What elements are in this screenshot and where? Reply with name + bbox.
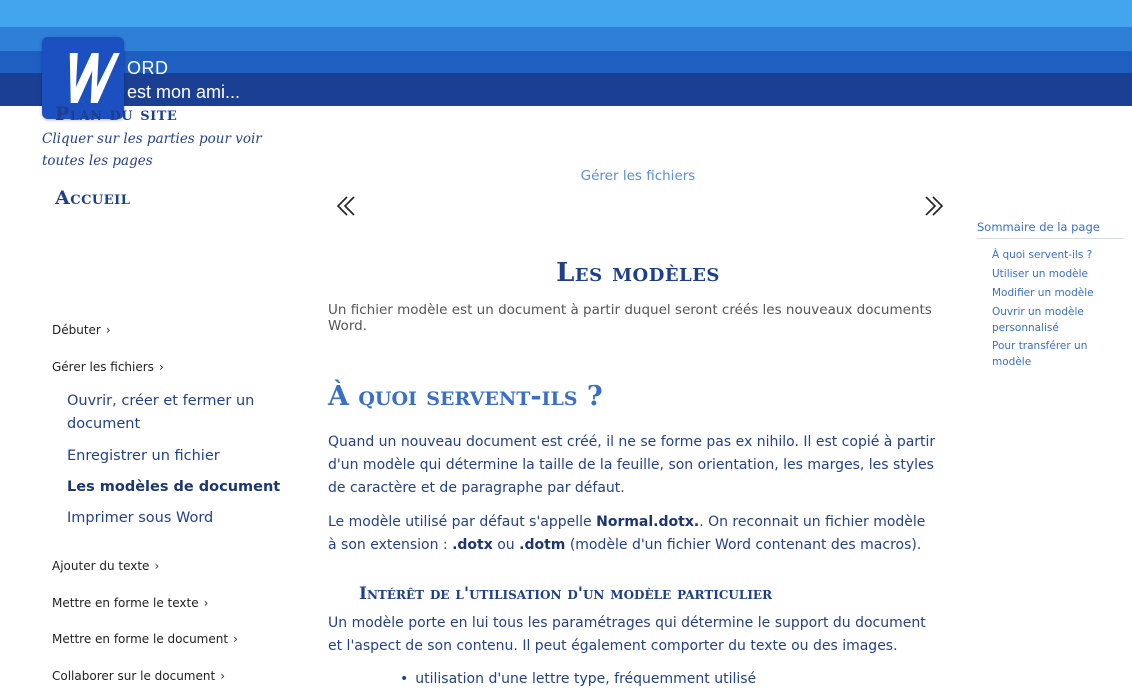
sidebar-item-collaborer[interactable] — [52, 669, 225, 683]
extension-dotm: .dotm — [519, 537, 566, 553]
header-band-3 — [0, 51, 1132, 73]
sidebar-item-forme-document[interactable] — [52, 632, 238, 646]
toc-item-a-quoi-servent[interactable]: À quoi servent-ils ? — [992, 249, 1093, 261]
chevron-right-icon: › — [158, 360, 164, 374]
sidebar-item-gerer-fichiers[interactable] — [52, 360, 164, 374]
toc-item-utiliser[interactable]: Utiliser un modèle — [992, 268, 1088, 280]
page-title: Les modèles — [556, 258, 720, 288]
sidebar-subitem-imprimer[interactable]: Imprimer sous Word — [67, 510, 214, 526]
sidebar-subitem-enregistrer[interactable]: Enregistrer un fichier — [67, 448, 220, 464]
brand-line-1: ORD — [127, 58, 169, 78]
sidebar-item-debuter[interactable] — [52, 323, 111, 337]
brand-line-2: est mon ami... — [127, 82, 241, 102]
chevron-right-icon: › — [233, 632, 238, 646]
subsection-title: Intérêt de l'utilisation d'un modèle particulier — [359, 584, 773, 604]
sidebar-item-label: Mettre en forme le document — [52, 632, 229, 646]
sidebar-item-label: Débuter — [52, 323, 101, 337]
sidebar-item-label: Ajouter du texte — [52, 559, 150, 573]
list-item: • utilisation d'une lettre type, fréquemment utilisé — [400, 671, 756, 687]
site-map-hint: Cliquer sur les parties pour voir toutes les pages — [42, 131, 262, 169]
section-title: À quoi servent-ils ? — [328, 381, 603, 412]
header-band-2 — [0, 27, 1132, 51]
site-map-title: Plan du site — [55, 103, 178, 125]
paragraph-2 — [328, 511, 938, 557]
paragraph-2-text: Le modèle utilisé par défaut s'appelle — [328, 514, 597, 530]
toc-item-ouvrir-personnalise[interactable]: Ouvrir un modèle personnalisé — [992, 306, 1084, 334]
sidebar-item-label: Collaborer sur le document — [52, 669, 216, 683]
paragraph-2-text: . On reconnait un fichier modèle à son extension : — [328, 514, 926, 553]
chevron-right-icon: › — [154, 559, 160, 573]
header-band-1 — [0, 0, 1132, 27]
toc-item-modifier[interactable]: Modifier un modèle — [992, 287, 1094, 299]
page-lead: Un fichier modèle est un document à partir duquel seront créés les nouveaux documents Word. — [328, 302, 932, 334]
toc-item-transferer[interactable]: Pour transférer un modèle — [992, 340, 1088, 368]
sidebar-subitem-modeles[interactable]: Les modèles de document — [67, 479, 281, 495]
paragraph-1: Quand un nouveau document est créé, il ne se forme pas ex nihilo. Il est copié à partir d'un modèle qui détermine la taille de la feuille, son orientation, les marges, les styles de caractère et de paragraphe par défaut. — [328, 434, 936, 496]
sidebar-item-forme-texte[interactable] — [52, 596, 208, 610]
toc-title: Sommaire de la page — [977, 220, 1123, 239]
filename-normal: Normal.dotx. — [596, 514, 700, 530]
sidebar-item-label: Gérer les fichiers — [52, 360, 154, 374]
previous-page-icon[interactable] — [334, 193, 364, 221]
chevron-right-icon: › — [105, 323, 111, 337]
double-chevron-right-icon — [918, 193, 948, 221]
home-link[interactable]: Accueil — [55, 187, 131, 209]
sidebar-item-ajouter-texte[interactable] — [52, 559, 159, 573]
chevron-right-icon: › — [220, 669, 225, 683]
paragraph-2-text: ou — [492, 537, 520, 553]
double-chevron-left-icon — [334, 193, 364, 221]
sidebar-subitem-ouvrir[interactable]: Ouvrir, créer et fermer un document — [67, 393, 255, 432]
next-page-icon[interactable] — [918, 193, 948, 221]
extension-dotx: .dotx — [452, 537, 493, 553]
paragraph-2-text: (modèle d'un fichier Word contenant des macros). — [565, 537, 922, 553]
paragraph-3: Un modèle porte en lui tous les paramétrages qui détermine le support du document et l'aspect de son contenu. Il peut également comporter du texte ou des images. — [328, 615, 926, 654]
chevron-right-icon: › — [203, 596, 209, 610]
sidebar-item-label: Mettre en forme le texte — [52, 596, 199, 610]
breadcrumb[interactable]: Gérer les fichiers — [580, 168, 696, 184]
